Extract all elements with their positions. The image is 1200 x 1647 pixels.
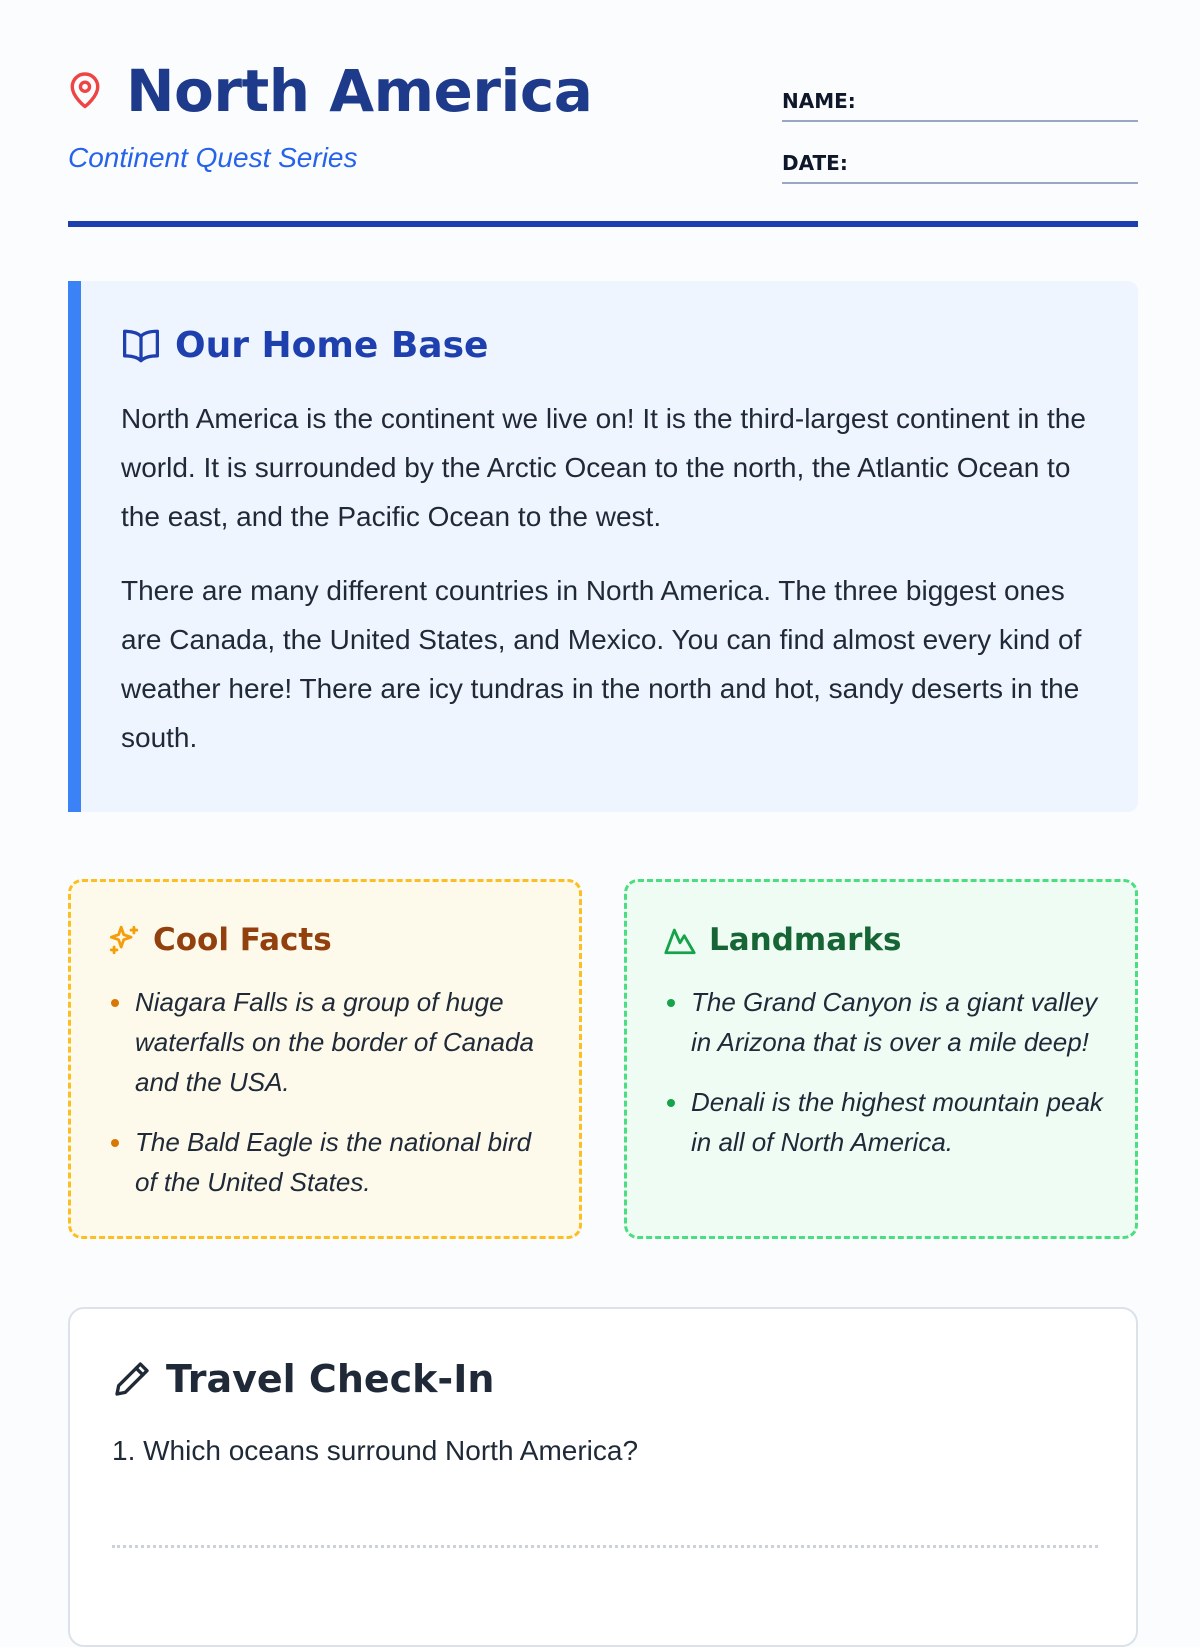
page-title: North America [126, 57, 593, 125]
fact-text: Niagara Falls is a group of huge waterfalls on the border of Canada and the USA. [135, 987, 534, 1097]
list-item [107, 1122, 549, 1202]
check-in-header [112, 1357, 1094, 1401]
date-field[interactable] [782, 140, 1138, 184]
map-pin-icon [68, 71, 102, 111]
landmarks-card [624, 879, 1138, 1239]
cool-facts-list [107, 982, 549, 1202]
list-item [663, 982, 1105, 1062]
home-base-section [68, 281, 1138, 812]
fact-text: The Bald Eagle is the national bird of the United States. [135, 1127, 532, 1197]
student-fields [782, 78, 1138, 202]
bullet-dot [667, 1099, 675, 1107]
home-base-paragraph-1: North America is the continent we live on! It is the third-largest continent in the world. It is surrounded by the Arctic Ocean to the north, the Atlantic Ocean to the east, and the Pacific Ocean to the west. [121, 403, 1086, 532]
worksheet-header [68, 57, 1138, 228]
bullet-dot [667, 999, 675, 1007]
cool-facts-heading: Cool Facts [153, 922, 332, 958]
home-base-header [121, 325, 1090, 366]
home-base-heading: Our Home Base [175, 325, 489, 366]
pencil-icon [112, 1359, 152, 1399]
mountain-icon [663, 924, 697, 956]
home-base-paragraph-2: There are many different countries in North America. The three biggest ones are Canada, the United States, and Mexico. You can find almost every kind of weather here! There are icy tundras in the north and hot, sandy deserts in the south. [121, 575, 1082, 753]
bullet-dot [111, 999, 119, 1007]
answer-line-1[interactable] [112, 1545, 1098, 1548]
list-item [663, 1082, 1105, 1162]
landmark-text: Denali is the highest mountain peak in all of North America. [691, 1087, 1103, 1157]
landmark-text: The Grand Canyon is a giant valley in Arizona that is over a mile deep! [691, 987, 1098, 1057]
landmarks-heading: Landmarks [709, 922, 902, 958]
check-in-heading: Travel Check-In [166, 1357, 495, 1401]
landmarks-list [663, 982, 1105, 1162]
landmarks-header [663, 922, 1105, 958]
cool-facts-card [68, 879, 582, 1239]
book-open-icon [121, 328, 161, 364]
sparkles-icon [107, 923, 141, 957]
question-1: 1. Which oceans surround North America? [112, 1435, 639, 1466]
name-label: NAME: [782, 89, 856, 113]
header-divider [68, 221, 1138, 227]
bullet-dot [111, 1139, 119, 1147]
travel-check-in-section [68, 1307, 1138, 1647]
series-subtitle: Continent Quest Series [68, 142, 358, 173]
list-item [107, 982, 549, 1102]
date-label: DATE: [782, 151, 848, 175]
name-field[interactable] [782, 78, 1138, 122]
cool-facts-header [107, 922, 549, 958]
